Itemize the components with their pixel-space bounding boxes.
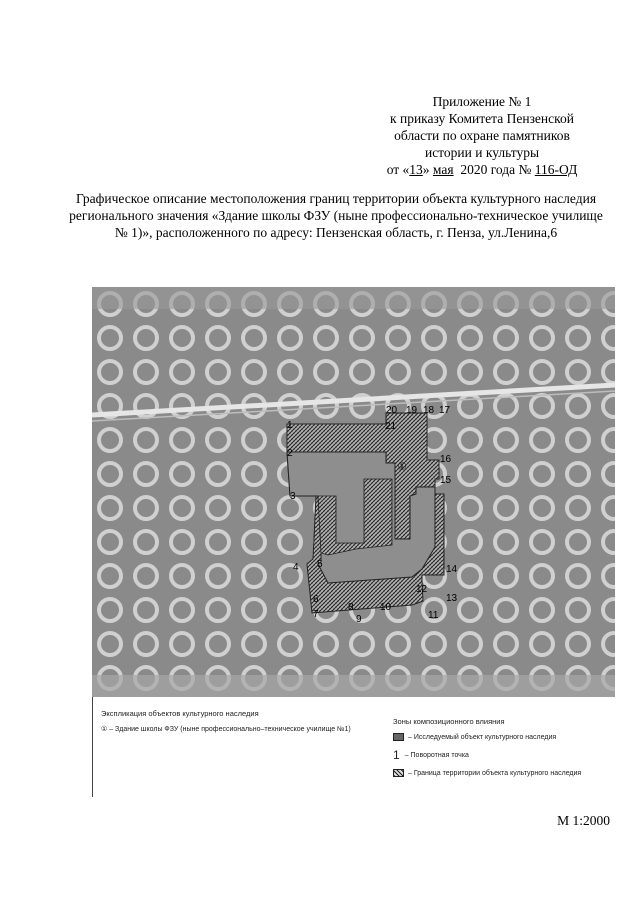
turning-point-label: 10 bbox=[380, 602, 392, 613]
turning-point-label: 5 bbox=[317, 559, 323, 570]
turning-point-label: 21 bbox=[385, 421, 397, 432]
turning-point-label: 14 bbox=[446, 564, 458, 575]
turning-point-label: 19 bbox=[406, 405, 418, 416]
legend-boundary-label: – Граница территории объекта культурного наследия bbox=[408, 769, 582, 777]
turning-point-label: 3 bbox=[290, 491, 296, 502]
legend-item-point bbox=[393, 748, 581, 762]
grey-swatch bbox=[393, 733, 404, 741]
date-day: 13 bbox=[409, 162, 423, 177]
turning-point-label: 17 bbox=[439, 405, 451, 416]
turning-point-label: 11 bbox=[428, 610, 439, 621]
turning-point-label: 15 bbox=[440, 475, 452, 486]
appendix-line-1: Приложение № 1 bbox=[432, 94, 532, 109]
appendix-line-2: к приказу Комитета Пензенской bbox=[390, 111, 574, 126]
hatch-swatch bbox=[393, 769, 404, 777]
turning-point-label: 8 bbox=[348, 602, 354, 613]
map-top-band bbox=[92, 287, 615, 309]
map-scale: М 1:2000 bbox=[557, 813, 610, 828]
turning-point-label: 20 bbox=[386, 405, 398, 416]
legend-left-item: ① – Здание школы ФЗУ (ныне профессионально–техническое училище №1) bbox=[101, 726, 351, 733]
turning-point-label: 9 bbox=[356, 614, 362, 625]
legend-object-label: – Исследуемый объект культурного наследия bbox=[408, 733, 557, 741]
legend-right-column bbox=[393, 717, 581, 777]
turning-point-label: 4 bbox=[293, 562, 299, 573]
turning-point-label: 6 bbox=[313, 594, 319, 605]
turning-point-label: 7 bbox=[313, 609, 319, 620]
legend-right-title: Зоны композиционного влияния bbox=[393, 717, 505, 726]
appendix-line-3: области по охране памятников bbox=[394, 128, 570, 143]
object-marker: ① bbox=[397, 460, 407, 473]
turning-point-label: 13 bbox=[446, 593, 458, 604]
turning-point-label: 16 bbox=[440, 454, 452, 465]
appendix-line-4: истории и культуры bbox=[424, 145, 540, 160]
turning-point-label: 1 bbox=[287, 420, 293, 431]
legend-item-object bbox=[393, 733, 581, 741]
map-image bbox=[92, 287, 615, 697]
legend-left-title: Экспликация объектов культурного наследия bbox=[101, 709, 259, 718]
date-year: 2020 года № bbox=[453, 162, 535, 177]
order-number: 116-ОД bbox=[534, 162, 578, 177]
legend-panel bbox=[92, 697, 616, 797]
legend-left-column bbox=[101, 709, 351, 733]
turning-point-label: 18 bbox=[423, 405, 435, 416]
map-lower-strip bbox=[92, 675, 615, 697]
date-prefix: от « bbox=[386, 162, 410, 177]
date-mid: » bbox=[422, 162, 433, 177]
point-symbol: 1 bbox=[393, 748, 400, 762]
document-title: Графическое описание местоположения границ территории объекта культурного наследия регионального значения «Здание школы ФЗУ (ныне профессионально-техническое училище № 1)», расположенного по адресу: Пензенская область, г. Пенза, ул.Ленина,6 bbox=[69, 191, 603, 240]
appendix-block bbox=[362, 93, 602, 178]
date-month: мая bbox=[432, 162, 454, 177]
legend-item-boundary bbox=[393, 769, 581, 777]
legend-point-label: – Поворотная точка bbox=[404, 751, 469, 759]
turning-point-label: 2 bbox=[287, 448, 293, 459]
appendix-date-line bbox=[362, 161, 602, 178]
turning-point-label: 12 bbox=[416, 584, 428, 595]
